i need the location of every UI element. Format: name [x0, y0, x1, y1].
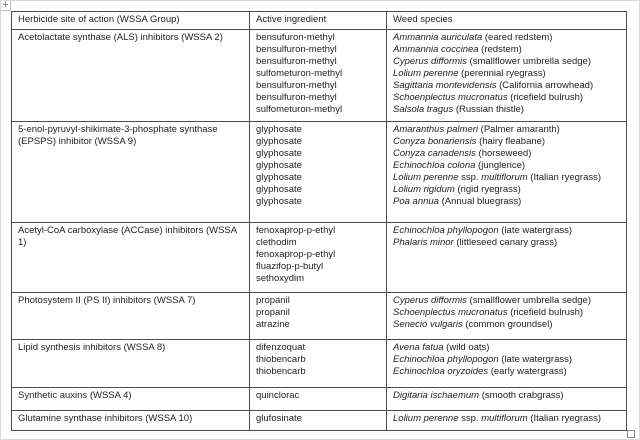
weed-species-latin: Poa annua [393, 196, 439, 207]
weed-species-latin: Lolium rigidum [393, 184, 455, 195]
move-icon: + [2, 0, 9, 11]
weed-species-latin: Ammannia auriculata [393, 32, 483, 43]
weed-species-latin: Conyza canadensis [393, 148, 476, 159]
site-cell: Glutamine synthase inhibitors (WSSA 10) [18, 413, 193, 424]
weed-species-latin: Lolium perenne [393, 68, 459, 79]
weed-line: Salsola tragus (Russian thistle) [393, 104, 524, 115]
weed-cell [386, 30, 626, 121]
ingredient-line: bensulfuron-methyl [256, 44, 337, 55]
weed-line: Echinochloa phyllopogon (late watergrass) [393, 354, 573, 365]
weed-species-latin: Senecio vulgaris [393, 319, 463, 330]
weed-species-latin: Conyza bonariensis [393, 136, 477, 147]
weed-line: Lolium rigidum (rigid ryegrass) [393, 184, 521, 195]
table-row [12, 292, 626, 339]
weed-line: Lolium perenne ssp. multiflorum (Italian ryegrass) [393, 172, 602, 183]
weed-line: Echinochloa oryzoides (early watergrass) [393, 366, 567, 377]
site-cell: Synthetic auxins (WSSA 4) [18, 390, 132, 401]
table-move-handle[interactable] [1, 1, 11, 11]
weed-line: Phalaris minor (littleseed canary grass) [393, 237, 558, 248]
ingredient-line: glyphosate [256, 136, 302, 147]
weed-species-latin: multiflorum [481, 172, 528, 183]
ingredient-line: glyphosate [256, 172, 302, 183]
ingredient-line: glyphosate [256, 160, 302, 171]
weed-species-latin: Sagittaria montevidensis [393, 80, 497, 91]
ingredient-line: bensufuron-methyl [256, 32, 335, 43]
ingredient-cell [249, 223, 386, 292]
table-row [12, 222, 626, 292]
herbicide-table [11, 11, 627, 431]
site-cell: Photosystem II (PS II) inhibitors (WSSA 7) [18, 295, 196, 306]
table-row [12, 339, 626, 387]
weed-line: Conyza bonariensis (hairy fleabane) [393, 136, 546, 147]
site-cell: Lipid synthesis inhibitors (WSSA 8) [18, 342, 166, 353]
table-resize-handle[interactable] [627, 430, 635, 438]
ingredient-cell [249, 30, 386, 121]
ingredient-line: fenoxaprop-p-ethyl [256, 225, 336, 236]
ingredient-line: difenzoquat [256, 342, 306, 353]
ingredient-line: clethodim [256, 237, 297, 248]
weed-species-latin: Ammannia coccinea [393, 44, 479, 55]
ingredient-line: bensulfuron-methyl [256, 56, 337, 67]
weed-line: Conyza canadensis (horseweed) [393, 148, 532, 159]
weed-species-latin: Echinochloa colona [393, 160, 476, 171]
table-header-row [12, 12, 626, 29]
column-header-weed: Weed species [386, 12, 626, 29]
table-row [12, 410, 626, 430]
ingredient-cell [249, 122, 386, 222]
weed-species-latin: Echinochloa phyllopogon [393, 225, 499, 236]
ingredient-line: thiobencarb [256, 354, 306, 365]
ingredient-line: bensulfuron-methyl [256, 80, 337, 91]
ingredient-cell [249, 388, 386, 410]
ingredient-line: glyphosate [256, 124, 302, 135]
ingredient-line: quinclorac [256, 390, 300, 401]
table-row [12, 29, 626, 121]
weed-species-latin: Echinochloa oryzoides [393, 366, 489, 377]
weed-species-latin: Schoenplectus mucronatus [393, 307, 508, 318]
weed-cell [386, 411, 626, 430]
ingredient-line: glyphosate [256, 184, 302, 195]
weed-line: Senecio vulgaris (common groundsel) [393, 319, 553, 330]
ingredient-cell [249, 411, 386, 430]
weed-species-latin: Schoenplectus mucronatus [393, 92, 508, 103]
weed-line: Echinochloa colona (junglerice) [393, 160, 526, 171]
ingredient-line: sulfometuron-methyl [256, 68, 343, 79]
table-row [12, 387, 626, 410]
weed-line: Echinochloa phyllopogon (late watergrass) [393, 225, 573, 236]
weed-species-latin: multiflorum [481, 413, 528, 424]
ingredient-line: glyphosate [256, 148, 302, 159]
weed-cell [386, 388, 626, 410]
table-body [12, 29, 626, 430]
weed-species-latin: Salsola tragus [393, 104, 454, 115]
ingredient-line: thiobencarb [256, 366, 306, 377]
weed-cell [386, 293, 626, 339]
weed-species-latin: Cyperus difformis [393, 56, 467, 67]
column-header-site: Herbicide site of action (WSSA Group) [18, 14, 180, 25]
weed-species-latin: Amaranthus palmeri [393, 124, 479, 135]
site-cell: Acetyl-CoA carboxylase (ACCase) inhibitors (WSSA 1) [18, 225, 237, 248]
weed-line: Schoenplectus mucronatus (ricefield bulrush) [393, 307, 584, 318]
weed-line: Poa annua (Annual bluegrass) [393, 196, 522, 207]
ingredient-line: glyphosate [256, 196, 302, 207]
weed-line: Cyperus difformis (smallflower umbrella sedge) [393, 56, 591, 67]
ingredient-line: fenoxaprop-p-ethyl [256, 249, 336, 260]
weed-line: Lolium perenne (perennial ryegrass) [393, 68, 546, 79]
weed-line: Cyperus difformis (smallflower umbrella sedge) [393, 295, 591, 306]
weed-species-latin: Lolium perenne [393, 172, 459, 183]
weed-species-latin: Avena fatua [393, 342, 444, 353]
weed-line: Lolium perenne ssp. multiflorum (Italian ryegrass) [393, 413, 602, 424]
weed-line: Sagittaria montevidensis (California arrowhead) [393, 80, 594, 91]
weed-species-latin: Lolium perenne [393, 413, 459, 424]
weed-species-latin: Phalaris minor [393, 237, 454, 248]
weed-line: Ammannia auriculata (eared redstem) [393, 32, 553, 43]
column-header-ingredient: Active ingredient [249, 12, 386, 29]
weed-line: Avena fatua (wild oats) [393, 342, 490, 353]
ingredient-line: bensulfuron-methyl [256, 92, 337, 103]
site-cell: 5-enol-pyruvyl-shikimate-3-phosphate synthase (EPSPS) inhibitor (WSSA 9) [18, 124, 218, 147]
weed-line: Schoenplectus mucronatus (ricefield bulrush) [393, 92, 584, 103]
weed-species-latin: Cyperus difformis [393, 295, 467, 306]
ingredient-line: atrazine [256, 319, 290, 330]
ingredient-line: propanil [256, 307, 290, 318]
weed-line: Ammannia coccinea (redstem) [393, 44, 522, 55]
weed-cell [386, 340, 626, 387]
weed-cell [386, 122, 626, 222]
ingredient-line: fluazifop-p-butyl [256, 261, 324, 272]
ingredient-line: sulfometuron-methyl [256, 104, 343, 115]
weed-species-latin: Digitaria ischaemum [393, 390, 480, 401]
ingredient-cell [249, 340, 386, 387]
ingredient-line: glufosinate [256, 413, 302, 424]
weed-line: Digitaria ischaemum (smooth crabgrass) [393, 390, 564, 401]
site-cell: Acetolactate synthase (ALS) inhibitors (WSSA 2) [18, 32, 223, 43]
ingredient-line: sethoxydim [256, 273, 305, 284]
weed-cell [386, 223, 626, 292]
ingredient-cell [249, 293, 386, 339]
weed-species-latin: Echinochloa phyllopogon [393, 354, 499, 365]
weed-line: Amaranthus palmeri (Palmer amaranth) [393, 124, 560, 135]
ingredient-line: propanil [256, 295, 290, 306]
table-row [12, 121, 626, 222]
